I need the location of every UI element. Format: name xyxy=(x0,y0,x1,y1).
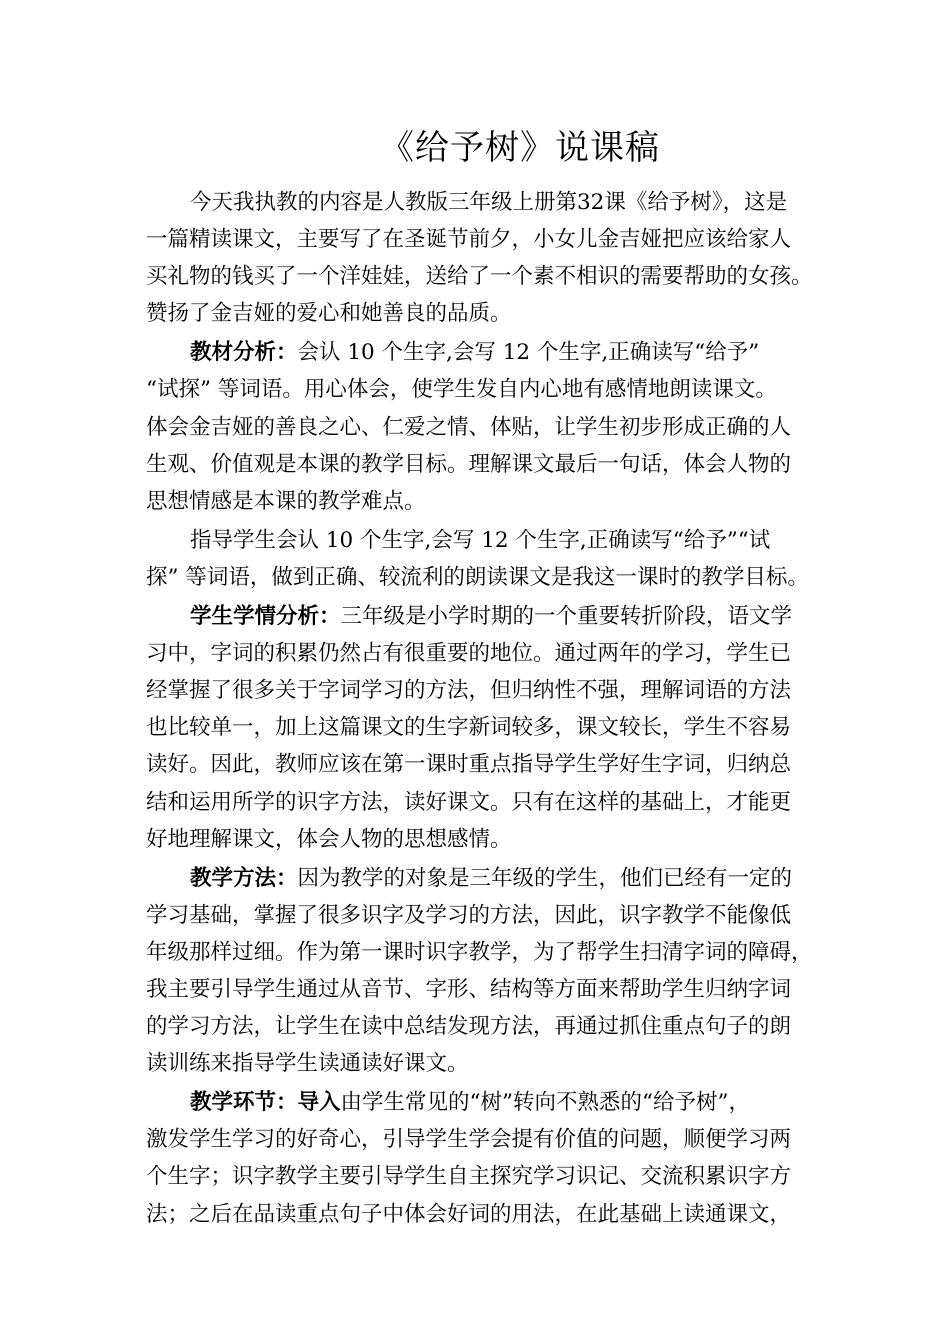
document-title: 《给予树》说课稿 xyxy=(380,128,660,168)
text-line: 经掌握了很多关于字词学习的方法，但归纳性不强，理解词语的方法 xyxy=(146,678,792,704)
text-line: 法；之后在品读重点句子中体会好词的用法，在此基础上读通课文， xyxy=(146,1201,792,1227)
paragraph-teaching-method xyxy=(146,860,826,1083)
document-body xyxy=(146,184,826,1233)
paragraph-student-analysis xyxy=(146,598,826,858)
text-line xyxy=(146,1084,826,1121)
section-label: 教学环节：导入 xyxy=(190,1090,341,1116)
section-label: 教学方法： xyxy=(190,865,298,891)
text-line: 生观、价值观是本课的教学目标。理解课文最后一句话，体会人物的 xyxy=(146,451,792,477)
text-line: 也比较单一，加上这篇课文的生字新词较多，课文较长，学生不容易 xyxy=(146,715,792,741)
text-line: 赞扬了金吉娅的爱心和她善良的品质。 xyxy=(146,301,512,327)
text-line: 体会金吉娅的善良之心、仁爱之情、体贴，让学生初步形成正确的人 xyxy=(146,414,792,440)
text-line: 思想情感是本课的教学难点。 xyxy=(146,488,426,514)
text-line: 个生字；识字教学主要引导学生自主探究学习识记、交流积累识字方 xyxy=(146,1164,792,1190)
text-fragment: 因为教学的对象是三年级的学生，他们已经有一定的 xyxy=(297,865,793,891)
text-line: 学习基础，掌握了很多识字及学习的方法，因此，识字教学不能像低 xyxy=(146,902,792,928)
section-label: 学生学情分析： xyxy=(190,604,341,630)
text-line: 读训练来指导学生读通读好课文。 xyxy=(146,1051,469,1077)
text-line: 我主要引导学生通过从音节、字形、结构等方面来帮助学生归纳字词 xyxy=(146,976,792,1002)
section-label: 教材分析： xyxy=(190,340,298,366)
text-line: “试探” 等词语。用心体会，使学生发自内心地有感情地朗读课文。 xyxy=(146,377,777,403)
text-line: 激发学生学习的好奇心，引导学生学会提有价值的问题，顺便学习两 xyxy=(146,1127,792,1153)
text-line: 买礼物的钱买了一个洋娃娃，送给了一个素不相识的需要帮助的女孩。 xyxy=(146,264,813,290)
paragraph-textbook-analysis xyxy=(146,334,826,519)
text-line: 的学习方法，让学生在读中总结发现方法，再通过抓住重点句子的朗 xyxy=(146,1014,792,1040)
paragraph-goals xyxy=(146,522,826,596)
text-fragment: 会认 10 个生字,会写 12 个生字,正确读写“给予” xyxy=(297,340,760,366)
text-line: 今天我执教的内容是人教版三年级上册第32课《给予树》，这是 xyxy=(190,190,788,215)
text-line: 探” 等词语，做到正确、较流利的朗读课文是我这一课时的教学目标。 xyxy=(146,564,809,590)
paragraph-teaching-steps xyxy=(146,1084,826,1232)
text-fragment: 三年级是小学时期的一个重要转折阶段，语文学 xyxy=(340,604,793,630)
text-line: 好地理解课文，体会人物的思想感情。 xyxy=(146,826,512,852)
text-fragment: 由学生常见的“树”转向不熟悉的“给予树”， xyxy=(340,1090,750,1116)
text-line xyxy=(146,334,826,371)
text-line: 指导学生会认 10 个生字,会写 12 个生字,正确读写“给予”“试 xyxy=(190,527,771,553)
text-line: 结和运用所学的识字方法，读好课文。只有在这样的基础上，才能更 xyxy=(146,789,792,815)
text-line: 一篇精读课文，主要写了在圣诞节前夕，小女儿金吉娅把应该给家人 xyxy=(146,227,792,253)
text-line xyxy=(146,598,826,635)
text-line: 年级那样过细。作为第一课时识字教学，为了帮学生扫清字词的障碍， xyxy=(146,939,813,965)
text-line: 读好。因此，教师应该在第一课时重点指导学生学好生字词，归纳总 xyxy=(146,752,792,778)
text-line: 习中，字词的积累仍然占有很重要的地位。通过两年的学习，学生已 xyxy=(146,641,792,667)
text-line xyxy=(146,860,826,897)
paragraph-intro xyxy=(146,184,826,332)
